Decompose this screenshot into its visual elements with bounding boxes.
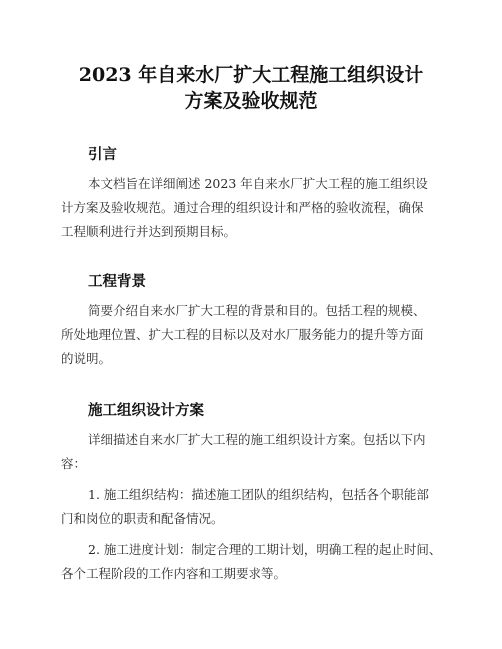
intro-paragraph-line-3: 工程顺利进行并达到预期目标。 (61, 224, 237, 239)
plan-list-item-1-line-1: 1. 施工组织结构：描述施工团队的组织结构，包括各个职能部 (88, 487, 429, 502)
document-title-line-1: 2023 年自来水厂扩大工程施工组织设计 (78, 64, 424, 86)
document-title (40, 62, 462, 114)
background-paragraph-line-3: 的说明。 (61, 351, 112, 366)
plan-paragraph-line-2: 容： (61, 456, 87, 471)
intro-paragraph-line-1: 本文档旨在详细阐述 2023 年自来水厂扩大工程的施工组织设 (88, 176, 428, 191)
section-heading-intro: 引言 (88, 147, 117, 163)
intro-paragraph-line-2: 计方案及验收规范。通过合理的组织设计和严格的验收流程，确保 (61, 200, 424, 215)
plan-paragraph-line-1: 详细描述自来水厂扩大工程的施工组织设计方案。包括以下内 (88, 432, 426, 447)
plan-list-item-2-line-1: 2. 施工进度计划：制定合理的工期计划，明确工程的起止时间、 (88, 542, 442, 557)
background-paragraph-line-2: 所处地理位置、扩大工程的目标以及对水厂服务能力的提升等方面 (61, 327, 424, 342)
document-title-line-2: 方案及验收规范 (184, 90, 318, 112)
plan-list-item-2-line-2: 各个工程阶段的工作内容和工期要求等。 (61, 566, 287, 581)
plan-list-item-1-line-2: 门和岗位的职责和配备情况。 (61, 511, 224, 526)
background-paragraph-line-1: 简要介绍自来水厂扩大工程的背景和目的。包括工程的规模、 (88, 303, 426, 318)
section-heading-construction-plan: 施工组织设计方案 (88, 403, 204, 419)
section-heading-background: 工程背景 (88, 274, 146, 290)
